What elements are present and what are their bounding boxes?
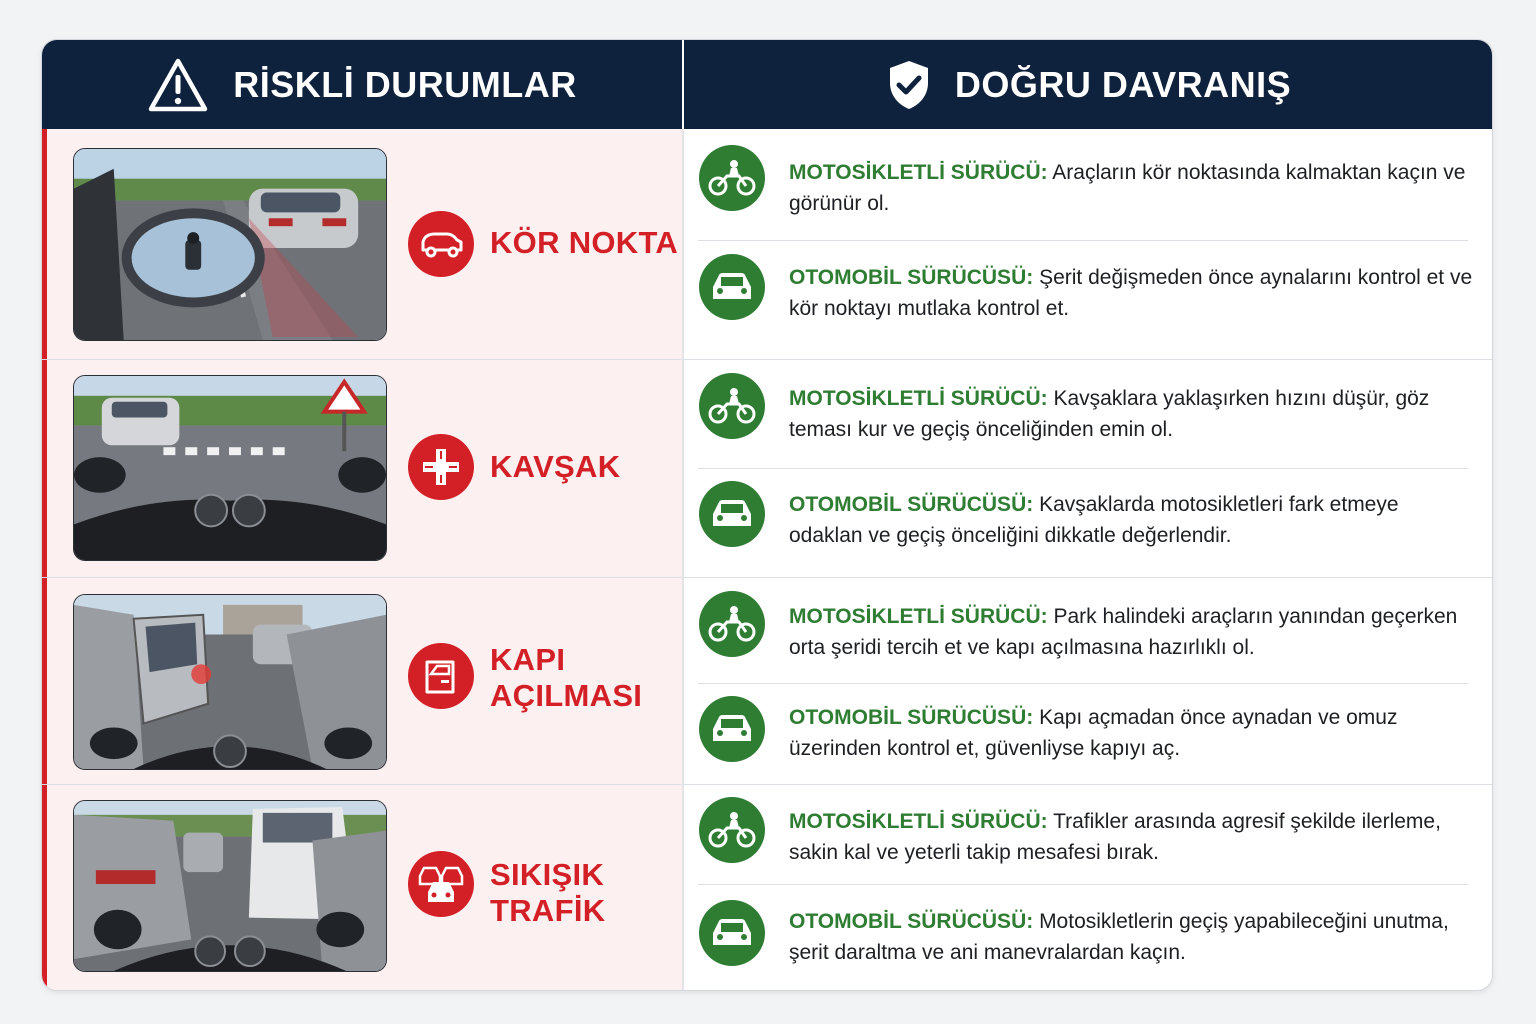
risk-label: SIKIŞIK TRAFİK [490, 857, 606, 928]
advice-motorcyclist [684, 129, 1493, 241]
risk-label: KAVŞAK [490, 449, 621, 484]
behavior-cell [684, 785, 1493, 991]
advice-car-driver [684, 885, 1493, 991]
car-icon [699, 481, 765, 547]
advice-text: OTOMOBİL SÜRÜCÜSÜ: Kavşaklarda motosikletleri fark etmeye odaklan ve geçiş önceliğini dikkatle değerlendir. [789, 493, 1399, 547]
table-row-intersection [42, 360, 1492, 578]
behavior-column-header [684, 40, 1493, 129]
car-icon [699, 900, 765, 966]
advice-text: OTOMOBİL SÜRÜCÜSÜ: Motosikletlerin geçiş yapabileceğini unutma, şerit daraltma ve ani manevralardan kaçın. [789, 910, 1449, 964]
car-blind-spot-icon [408, 211, 474, 277]
advice-car-driver [684, 684, 1493, 785]
motorcycle-icon [699, 373, 765, 439]
column-divider [682, 129, 684, 991]
intersection-handlebar-photo [73, 375, 387, 561]
advice-motorcyclist [684, 360, 1493, 468]
behavior-cell [684, 129, 1493, 359]
advice-text: OTOMOBİL SÜRÜCÜSÜ: Kapı açmadan önce aynadan ve omuz üzerinden kontrol et, güvenliyse kapıyı aç. [789, 706, 1398, 760]
behavior-cell [684, 578, 1493, 784]
table-row-heavy-traffic [42, 785, 1492, 991]
warning-triangle-icon [147, 57, 209, 113]
traffic-jam-icon [408, 851, 474, 917]
car-door-icon [408, 643, 474, 709]
risk-column-title: RİSKLİ DURUMLAR [233, 63, 577, 105]
table-row-blind-spot [42, 129, 1492, 360]
door-opening-photo [73, 594, 387, 770]
risk-cell [42, 785, 682, 991]
safety-table [41, 39, 1493, 991]
advice-motorcyclist [684, 578, 1493, 684]
advice-text: OTOMOBİL SÜRÜCÜSÜ: Şerit değişmeden önce aynalarını kontrol et ve kör noktayı mutlaka kontrol et. [789, 266, 1473, 320]
motorcycle-icon [699, 145, 765, 211]
risk-cell [42, 129, 682, 359]
car-icon [699, 254, 765, 320]
risk-cell [42, 578, 682, 784]
risk-label: KÖR NOKTA [490, 225, 679, 260]
heavy-traffic-photo [73, 800, 387, 972]
table-body [42, 129, 1492, 991]
risk-cell [42, 360, 682, 577]
advice-car-driver [684, 241, 1493, 360]
table-row-door-opening [42, 578, 1492, 785]
car-icon [699, 696, 765, 762]
table-header [42, 40, 1492, 129]
advice-text: MOTOSİKLETLİ SÜRÜCÜ: Park halindeki araçların yanından geçerken orta şeridi tercih et ve kapı açılmasına hazırlıklı ol. [789, 605, 1458, 659]
motorcycle-icon [699, 797, 765, 863]
advice-car-driver [684, 469, 1493, 578]
advice-text: MOTOSİKLETLİ SÜRÜCÜ: Araçların kör noktasında kalmaktan kaçın ve görünür ol. [789, 161, 1466, 215]
risk-label: KAPI AÇILMASI [490, 642, 643, 713]
advice-motorcyclist [684, 785, 1493, 885]
risk-column-header [42, 40, 682, 129]
behavior-cell [684, 360, 1493, 577]
advice-text: MOTOSİKLETLİ SÜRÜCÜ: Trafikler arasında agresif şekilde ilerleme, sakin kal ve yeterli takip mesafesi bırak. [789, 810, 1441, 864]
advice-text: MOTOSİKLETLİ SÜRÜCÜ: Kavşaklara yaklaşırken hızını düşür, göz teması kur ve geçiş önceliğinden emin ol. [789, 387, 1430, 441]
shield-check-icon [887, 59, 931, 111]
side-mirror-motorcycle-photo [73, 148, 387, 341]
behavior-column-title: DOĞRU DAVRANIŞ [954, 63, 1292, 105]
motorcycle-icon [699, 591, 765, 657]
intersection-icon [408, 434, 474, 500]
